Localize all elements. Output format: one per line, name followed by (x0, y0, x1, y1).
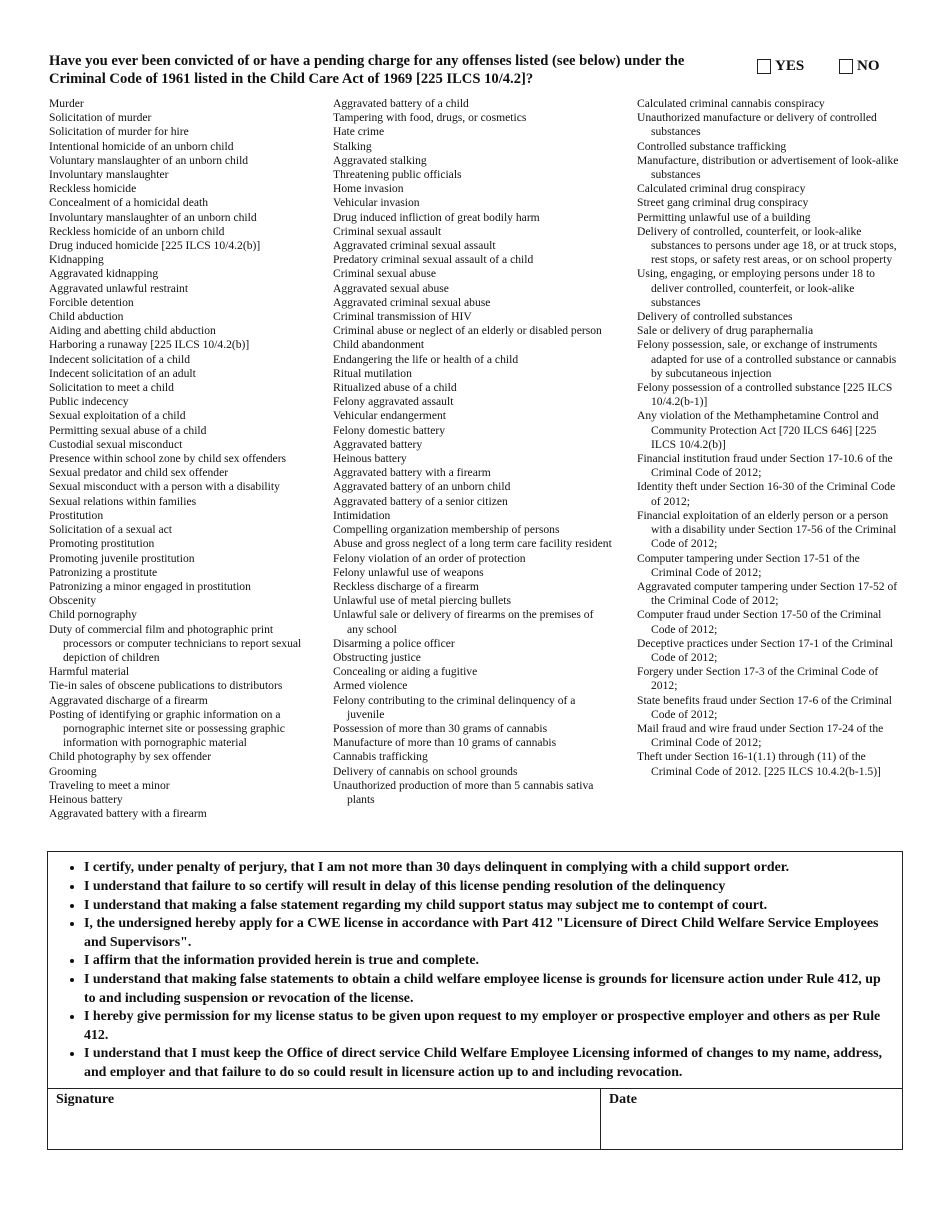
offense-list-column-3 (637, 97, 903, 779)
yes-option[interactable] (757, 57, 804, 75)
offense-item: Aggravated battery with a firearm (333, 466, 491, 480)
offense-item: Drug induced infliction of great bodily harm (333, 210, 540, 224)
offense-item: Calculated criminal cannabis conspiracy (637, 97, 825, 110)
offense-item: Identity theft under Section 16-30 of the Criminal Code of 2012; (637, 480, 896, 508)
offense-item: Kidnapping (49, 253, 104, 267)
offense-item: Home invasion (333, 182, 404, 196)
offense-item: Criminal sexual assault (333, 224, 442, 238)
offense-item: Aggravated criminal sexual abuse (333, 295, 491, 309)
offense-item: Aggravated stalking (333, 153, 427, 167)
offense-item: Child pornography (49, 608, 137, 622)
signature-label: Signature (56, 1092, 115, 1107)
offense-item: Manufacture of more than 10 grams of cannabis (333, 736, 557, 750)
date-field[interactable] (601, 1089, 902, 1149)
offense-item: Reckless homicide (49, 182, 137, 196)
offense-item: Patronizing a minor engaged in prostitution (49, 579, 251, 593)
offense-item: Endangering the life or health of a child (333, 352, 519, 366)
offense-item: Aiding and abetting child abduction (49, 324, 216, 338)
offense-item: Solicitation of murder (49, 111, 152, 125)
offense-item: Permitting sexual abuse of a child (49, 423, 207, 437)
offense-item: Murder (49, 97, 84, 110)
offense-item: Felony domestic battery (333, 423, 446, 437)
offense-item: Felony possession of a controlled substance [225 ILCS 10/4.2(b-1)] (637, 381, 893, 409)
offense-item: Computer fraud under Section 17-50 of the Criminal Code of 2012; (637, 608, 882, 636)
offense-item: Prostitution (49, 508, 104, 522)
certification-item: • I hereby give permission for my license status to be given upon request to my employer or prospective employer and others as per Rule 412. (84, 1008, 894, 1045)
certification-item: • I affirm that the information provided herein is true and complete. (84, 952, 894, 970)
offense-item: Felony unlawful use of weapons (333, 565, 484, 579)
offense-item: Sexual predator and child sex offender (49, 466, 229, 480)
offense-item: Posting of identifying or graphic information on a pornographic internet site or possessing graphic information with pornographic material (49, 707, 285, 750)
certification-item: • I, the undersigned hereby apply for a CWE license in accordance with Part 412 "Licensure of Direct Child Welfare Service Employees and Supervisors". (84, 915, 894, 952)
offense-item: Promoting prostitution (49, 537, 155, 551)
offense-item: Child abandonment (333, 338, 425, 352)
offense-item: Drug induced homicide [225 ILCS 10/4.2(b)] (49, 239, 261, 253)
offense-item: Unlawful use of metal piercing bullets (333, 594, 512, 608)
offense-item: Vehicular invasion (333, 196, 420, 210)
offense-item: Grooming (49, 764, 97, 778)
offense-item: Traveling to meet a minor (49, 778, 170, 792)
offense-item: Aggravated computer tampering under Section 17-52 of the Criminal Code of 2012; (637, 579, 898, 608)
offense-item: Possession of more than 30 grams of cannabis (333, 721, 548, 735)
offense-item: Sexual relations within families (49, 494, 197, 508)
offense-item: Unauthorized manufacture or delivery of controlled substances (637, 111, 877, 139)
offense-item: Any violation of the Methamphetamine Control and Community Protection Act [720 ILCS 646] [225 ILCS 10/4.2(b)] (637, 409, 879, 451)
question-line-2: Criminal Code of 1961 listed in the Child Care Act of 1969 [225 ILCS 10/4.2]? (49, 71, 534, 87)
offense-item: Hate crime (333, 125, 385, 139)
offense-item: Ritualized abuse of a child (333, 381, 457, 395)
offense-item: Indecent solicitation of a child (49, 352, 191, 366)
offense-item: Aggravated unlawful restraint (49, 281, 189, 295)
offense-item: Using, engaging, or employing persons under 18 to deliver controlled, counterfeit, or look-alike substances (637, 267, 875, 309)
offense-item: Patronizing a prostitute (49, 565, 158, 579)
offense-item: State benefits fraud under Section 17-6 of the Criminal Code of 2012; (637, 693, 892, 721)
offense-item: Street gang criminal drug conspiracy (637, 196, 809, 210)
offense-item: Aggravated sexual abuse (333, 281, 449, 295)
certification-item: • I certify, under penalty of perjury, that I am not more than 30 days delinquent in complying with a child support order. (84, 859, 894, 877)
offense-item: Tampering with food, drugs, or cosmetics (333, 111, 527, 125)
offense-item: Reckless discharge of a firearm (333, 579, 479, 593)
offense-item: Aggravated kidnapping (49, 267, 159, 281)
offense-item: Aggravated battery of a child (333, 97, 469, 110)
offense-item: Aggravated battery of a senior citizen (333, 494, 508, 508)
certification-list (48, 852, 902, 1082)
offense-item: Concealing or aiding a fugitive (333, 665, 478, 679)
offense-item: Intimidation (333, 508, 391, 522)
offense-item: Theft under Section 16-1(1.1) through (11) of the Criminal Code of 2012. [225 ILCS 10.4.2(b-1.5)] (637, 750, 881, 778)
offense-item: Manufacture, distribution or advertisement of look-alike substances (637, 153, 899, 182)
offense-item: Financial exploitation of an elderly person or a person with a disability under Section 17-56 of the Criminal Code of 2012; (637, 508, 897, 551)
certification-item: • I understand that I must keep the Office of direct service Child Welfare Employee Licensing informed of changes to my name, address, and employer and that failure to do so could result in licensure action up to and including revocation. (84, 1045, 894, 1082)
offense-item: Child abduction (49, 310, 124, 324)
offense-item: Obstructing justice (333, 650, 421, 664)
offense-item: Aggravated battery (333, 437, 423, 451)
yes-no-choices (757, 57, 937, 77)
offense-item: Criminal transmission of HIV (333, 310, 472, 324)
offense-item: Solicitation of murder for hire (49, 125, 189, 139)
offense-item: Felony violation of an order of protection (333, 551, 526, 565)
offense-item: Reckless homicide of an unborn child (49, 224, 225, 238)
offense-item: Concealment of a homicidal death (49, 196, 209, 210)
signature-row (48, 1088, 902, 1149)
offense-list-column-2 (333, 97, 613, 807)
offense-item: Sale or delivery of drug paraphernalia (637, 324, 814, 338)
question-line-1: Have you ever been convicted of or have a pending charge for any offenses listed (see below) under the (49, 53, 685, 69)
certification-item: • I understand that making a false statement regarding my child support status may subject me to contempt of court. (84, 897, 894, 915)
offense-item: Felony possession, sale, or exchange of instruments adapted for use of a controlled substance or cannabis by subcutaneous injection (637, 338, 897, 380)
conviction-question (49, 52, 709, 88)
no-checkbox[interactable] (839, 59, 853, 74)
offense-item: Permitting unlawful use of a building (637, 210, 811, 224)
yes-label: YES (775, 58, 805, 74)
offense-item: Forcible detention (49, 295, 134, 309)
offense-item: Voluntary manslaughter of an unborn child (49, 153, 249, 167)
no-label: NO (857, 58, 880, 74)
offense-item: Financial institution fraud under Section 17-10.6 of the Criminal Code of 2012; (637, 452, 893, 480)
offense-item: Intentional homicide of an unborn child (49, 139, 234, 153)
offense-item: Cannabis trafficking (333, 750, 428, 764)
offense-item: Mail fraud and wire fraud under Section 17-24 of the Criminal Code of 2012; (637, 721, 884, 750)
offense-item: Criminal abuse or neglect of an elderly or disabled person (333, 324, 602, 338)
offense-item: Stalking (333, 139, 372, 153)
signature-field[interactable] (48, 1089, 601, 1149)
offense-item: Forgery under Section 17-3 of the Criminal Code of 2012; (637, 665, 879, 693)
offense-item: Obscenity (49, 594, 97, 608)
offense-item: Custodial sexual misconduct (49, 437, 183, 451)
offense-item: Sexual misconduct with a person with a disability (49, 480, 280, 494)
offense-item: Aggravated battery of an unborn child (333, 480, 511, 494)
offense-item: Heinous battery (333, 452, 407, 466)
offense-item: Harmful material (49, 665, 130, 679)
offense-item: Presence within school zone by child sex offenders (49, 452, 287, 466)
offense-item: Unlawful sale or delivery of firearms on the premises of any school (333, 608, 594, 636)
offense-item: Child photography by sex offender (49, 750, 212, 764)
offense-item: Harboring a runaway [225 ILCS 10/4.2(b)] (49, 338, 250, 352)
offense-list-column-1 (49, 97, 319, 821)
offense-item: Compelling organization membership of persons (333, 523, 560, 537)
offense-item: Abuse and gross neglect of a long term care facility resident (333, 537, 612, 551)
offense-item: Aggravated discharge of a firearm (49, 693, 208, 707)
offense-item: Tie-in sales of obscene publications to distributors (49, 679, 283, 693)
date-label: Date (609, 1092, 637, 1107)
certification-item: • I understand that making false statements to obtain a child welfare employee license is grounds for licensure action under Rule 412, up to and including suspension or revocation of the license. (84, 971, 894, 1008)
offense-item: Duty of commercial film and photographic print processors or computer technicians to report sexual depiction of children (49, 622, 302, 664)
offense-item: Armed violence (333, 679, 408, 693)
offense-item: Vehicular endangerment (333, 409, 446, 423)
offense-item: Aggravated criminal sexual assault (333, 239, 496, 253)
offense-item: Indecent solicitation of an adult (49, 366, 196, 380)
offense-item: Controlled substance trafficking (637, 139, 787, 153)
offense-item: Involuntary manslaughter (49, 168, 169, 182)
offense-item: Delivery of cannabis on school grounds (333, 764, 518, 778)
offense-item: Felony contributing to the criminal delinquency of a juvenile (333, 693, 576, 721)
offense-item: Calculated criminal drug conspiracy (637, 182, 806, 196)
offense-item: Public indecency (49, 395, 129, 409)
certification-box (47, 851, 903, 1150)
offense-item: Delivery of controlled, counterfeit, or look-alike substances to persons under age 18, or at truck stops, rest stops, or safety rest areas, or on school property (637, 224, 897, 267)
offense-item: Solicitation to meet a child (49, 381, 174, 395)
offense-item: Involuntary manslaughter of an unborn child (49, 210, 257, 224)
offense-item: Heinous battery (49, 792, 123, 806)
offense-item: Computer tampering under Section 17-51 of the Criminal Code of 2012; (637, 551, 860, 579)
offense-item: Aggravated battery with a firearm (49, 807, 207, 821)
offense-item: Deceptive practices under Section 17-1 of the Criminal Code of 2012; (637, 636, 893, 664)
offense-item: Predatory criminal sexual assault of a child (333, 253, 534, 267)
offense-item: Ritual mutilation (333, 366, 412, 380)
yes-checkbox[interactable] (757, 59, 771, 74)
certification-item: • I understand that failure to so certify will result in delay of this license pending resolution of the delinquency (84, 878, 894, 896)
offense-item: Disarming a police officer (333, 636, 455, 650)
offense-item: Criminal sexual abuse (333, 267, 437, 281)
no-option[interactable] (839, 57, 880, 75)
offense-item: Sexual exploitation of a child (49, 409, 186, 423)
offense-item: Unauthorized production of more than 5 cannabis sativa plants (333, 778, 594, 806)
offense-item: Felony aggravated assault (333, 395, 454, 409)
offense-item: Promoting juvenile prostitution (49, 551, 195, 565)
offense-item: Solicitation of a sexual act (49, 523, 172, 537)
offense-item: Threatening public officials (333, 168, 462, 182)
offense-item: Delivery of controlled substances (637, 310, 793, 324)
